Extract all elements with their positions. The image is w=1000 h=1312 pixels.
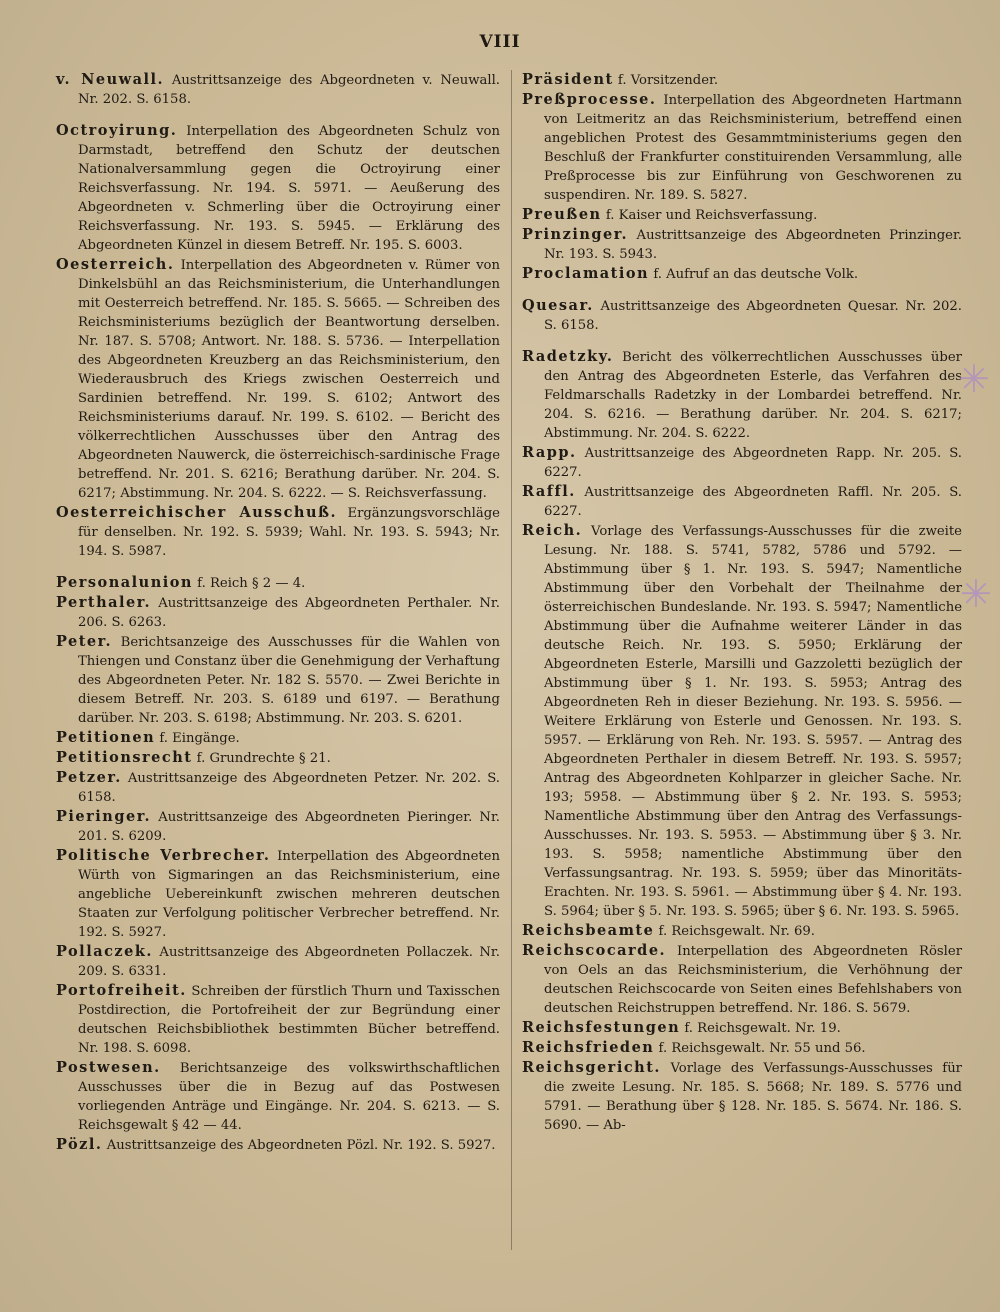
- index-entry-text: Interpellation des Abgeordneten Schulz von Darmstadt, betreffend den Schutz der deutschen Nationalversammlung gegen die Octroyirung einer Reichsverfassung. Nr. 194. S. 5971. — Aeußerung des Abgeordneten v. Schmerling über die Octroyirung einer Reichsverfassung. Nr. 193. S. 5945. — Erklärung des Abgeordneten Künzel in diesem Betreff. Nr. 195. S. 6003.: [78, 124, 500, 253]
- index-column-right: [522, 70, 962, 1135]
- index-entry: [56, 573, 500, 593]
- index-entry-text: Austrittsanzeige des Abgeordneten Prinzinger. Nr. 193. S. 5943.: [544, 228, 963, 262]
- index-entry: [56, 1058, 500, 1135]
- index-entry-text: Austrittsanzeige des Abgeordneten v. Neuwall. Nr. 202. S. 6158.: [78, 73, 500, 107]
- index-entry-head: Preßprocesse.: [522, 91, 657, 108]
- index-entry-head: Präsident: [522, 71, 614, 88]
- index-entry-text: Berichtsanzeige des Ausschusses für die Wahlen von Thiengen und Constanz über die Genehmigung der Verhaftung des Abgeordneten Peter. Nr. 182 S. 5570. — Zwei Berichte in diesem Betreff. Nr. 203. S. 6189 und 6197. — Berathung darüber. Nr. 203. S. 6198; Abstimmung. Nr. 203. S. 6201.: [78, 635, 500, 726]
- index-entry: [522, 264, 962, 284]
- index-entry: [522, 1058, 962, 1135]
- index-entry-text: Interpellation des Abgeordneten Würth von Sigmaringen an das Reichsministerium, eine angebliche Uebereinkunft zwischen mehreren deutschen Staaten zur Verfolgung politischer Verbrecher betreffend. Nr. 192. S. 5927.: [78, 849, 500, 940]
- index-entry-text: Berichtsanzeige des volkswirthschaftlichen Ausschusses über die in Bezug auf das Postwesen vorliegenden Anträge und Eingänge. Nr. 204. S. 6213. — S. Reichsgewalt § 42 — 44.: [78, 1061, 500, 1133]
- index-column-left: [56, 70, 500, 1155]
- index-entry-text: Austrittsanzeige des Abgeordneten Quesar. Nr. 202. S. 6158.: [544, 299, 962, 333]
- index-entry-head: Prinzinger.: [522, 226, 629, 243]
- index-entry-head: Postwesen.: [56, 1059, 161, 1076]
- index-entry: [522, 921, 962, 941]
- index-entry-head: Petzer.: [56, 769, 122, 786]
- index-entry-head: Peter.: [56, 633, 113, 650]
- index-entry-head: Personalunion: [56, 574, 193, 591]
- index-entry: [56, 503, 500, 561]
- index-entry-head: Reichsfestungen: [522, 1019, 681, 1036]
- index-entry-head: Oesterreich.: [56, 256, 175, 273]
- index-entry-text: Ergänzungsvorschläge für denselben. Nr. 192. S. 5939; Wahl. Nr. 193. S. 5943; Nr. 194. S. 5987.: [78, 506, 500, 559]
- index-entry-text: Austrittsanzeige des Abgeordneten Raffl. Nr. 205. S. 6227.: [544, 485, 962, 519]
- index-entry-text: f. Reich § 2 — 4.: [197, 576, 306, 591]
- index-entry-head: Reich.: [522, 522, 583, 539]
- index-entry-head: Petitionen: [56, 729, 156, 746]
- index-entry: [56, 728, 500, 748]
- index-entry-head: Petitionsrecht: [56, 749, 193, 766]
- index-entry: [56, 748, 500, 768]
- index-entry: [522, 205, 962, 225]
- index-entry-text: Vorlage des Verfassungs-Ausschusses für die zweite Lesung. Nr. 185. S. 5668; Nr. 189. S. 5776 und 5791. — Berathung über § 128. Nr. 185. S. 5674. Nr. 186. S. 5690. — Ab-: [544, 1061, 962, 1133]
- index-entry-head: Octroyirung.: [56, 122, 178, 139]
- index-entry-head: Politische Verbrecher.: [56, 847, 271, 864]
- index-entry: [522, 225, 963, 264]
- index-entry-head: Pözl.: [56, 1136, 103, 1153]
- index-entry-head: Perthaler.: [56, 594, 152, 611]
- index-entry-text: Austrittsanzeige des Abgeordneten Petzer. Nr. 202. S. 6158.: [78, 771, 500, 805]
- index-entry-head: Oesterreichischer Ausschuß.: [56, 504, 338, 521]
- index-entry: [56, 768, 500, 807]
- index-entry: [56, 255, 500, 503]
- index-entry-head: Proclamation: [522, 265, 650, 282]
- index-entry-head: Reichscocarde.: [522, 942, 667, 959]
- index-entry-text: Austrittsanzeige des Abgeordneten Perthaler. Nr. 206. S. 6263.: [78, 596, 500, 630]
- index-entry-text: Austrittsanzeige des Abgeordneten Pieringer. Nr. 201. S. 6209.: [78, 810, 501, 844]
- index-entry-text: Austrittsanzeige des Abgeordneten Pözl. Nr. 192. S. 5927.: [106, 1138, 496, 1153]
- index-entry: [56, 121, 500, 255]
- index-entry-head: Reichsfrieden: [522, 1039, 655, 1056]
- index-entry: [56, 942, 500, 981]
- index-entry: [56, 981, 500, 1058]
- index-entry-head: Radetzky.: [522, 348, 614, 365]
- index-entry-text: f. Eingänge.: [159, 731, 240, 746]
- index-entry-head: Preußen: [522, 206, 602, 223]
- index-entry-text: Bericht des völkerrechtlichen Ausschusses über den Antrag des Abgeordneten Esterle, das Verfahren des Feldmarschalls Radetzky in der Lombardei betreffend. Nr. 204. S. 6216. — Berathung darüber. Nr. 204. S. 6217; Abstimmung. Nr. 204. S. 6222.: [544, 350, 962, 441]
- index-entry-head: Rapp.: [522, 444, 577, 461]
- index-entry: [522, 941, 962, 1018]
- index-entry: [56, 1135, 500, 1155]
- index-entry-head: Quesar.: [522, 297, 594, 314]
- index-entry: [522, 443, 962, 482]
- index-entry-text: f. Kaiser und Reichsverfassung.: [605, 208, 818, 223]
- index-entry-head: Reichsgericht.: [522, 1059, 661, 1076]
- index-entry: [56, 70, 500, 109]
- index-entry: [522, 90, 962, 205]
- index-entry-text: Interpellation des Abgeordneten Hartmann von Leitmeritz an das Reichsministerium, betreffend einen angeblichen Protest des Gesammtministeriums gegen den Beschluß der Frankfurter constituirenden Versammlung, alle Preßprocesse bis zur Einführung von Geschworenen zu suspendiren. Nr. 189. S. 5827.: [544, 93, 962, 203]
- index-entry: [56, 846, 500, 942]
- index-entry: [56, 593, 500, 632]
- page-number: VIII: [479, 32, 521, 52]
- index-entry: [522, 347, 962, 443]
- index-entry-text: f. Reichsgewalt. Nr. 55 und 56.: [658, 1041, 866, 1056]
- index-entry: [522, 70, 962, 90]
- column-divider: [511, 70, 512, 1250]
- index-entry-text: Vorlage des Verfassungs-Ausschusses für die zweite Lesung. Nr. 188. S. 5741, 5782, 5786 und 5792. — Abstimmung über § 1. Nr. 193. S. 5947; Namentliche Abstimmung über den Vorbehalt der Theilnahme der österreichischen Bundeslande. Nr. 193. S. 5947; Namentliche Abstimmung über die Aufnahme weiterer Länder in das deutsche Reich. Nr. 193. S. 5950; Erklärung der Abgeordneten Esterle, Marsilli und Gazzoletti bezüglich der Abstimmung über § 1. Nr. 193. S. 5953; Antrag des Abgeordneten Reh in dieser Beziehung. Nr. 193. S. 5956. — Weitere Erklärung von Esterle und Genossen. Nr. 193. S. 5957. — Erklärung von Reh. Nr. 193. S. 5957. — Antrag des Abgeordneten Perthaler in diesem Betreff. Nr. 193. S. 5957; Antrag des Abgeordneten Kohlparzer in gleicher Sache. Nr. 193; 5958. — Abstimmung über § 2. Nr. 193. S. 5953; Namentliche Abstimmung über den Antrag des Verfassungs-Ausschusses. Nr. 193. S. 5953. — Abstimmung über § 3. Nr. 193. S. 5958; namentliche Abstimmung über den Verfassungsantrag. Nr. 193. S. 5959; über das Minoritäts-Erachten. Nr. 193. S. 5961. — Abstimmung über § 4. Nr. 193. S. 5964; über § 5. Nr. 193. S. 5965; über § 6. Nr. 193. S. 5965.: [544, 524, 962, 919]
- index-entry-text: f. Vorsitzender.: [617, 73, 719, 88]
- index-entry-text: Schreiben der fürstlich Thurn und Taxisschen Postdirection, die Portofreiheit der zur Begründung einer deutschen Reichsbibliothek bestimmten Bücher betreffend. Nr. 198. S. 6098.: [78, 984, 500, 1056]
- index-entry-text: Interpellation des Abgeordneten v. Rümer von Dinkelsbühl an das Reichsministerium, die Unterhandlungen mit Oesterreich betreffend. Nr. 185. S. 5665. — Schreiben des Reichsministeriums bezüglich der Beantwortung derselben. Nr. 187. S. 5708; Antwort. Nr. 188. S. 5736. — Interpellation des Abgeordneten Kreuzberg an das Reichsministerium, den Wiederausbruch des Kriegs zwischen Oesterreich und Sardinien betreffend. Nr. 199. S. 6102; Antwort des Reichsministeriums darauf. Nr. 199. S. 6102. — Bericht des völkerrechtlichen Ausschusses über den Antrag des Abgeordneten Nauwerck, die österreichisch-sardinische Frage betreffend. Nr. 201. S. 6216; Berathung darüber. Nr. 204. S. 6217; Abstimmung. Nr. 204. S. 6222. — S. Reichsverfassung.: [78, 258, 500, 501]
- index-entry-text: f. Reichsgewalt. Nr. 19.: [684, 1021, 841, 1036]
- index-entry: [522, 296, 962, 335]
- index-entry-head: Pollaczek.: [56, 943, 153, 960]
- index-entry-head: Portofreiheit.: [56, 982, 187, 999]
- index-entry-text: Austrittsanzeige des Abgeordneten Pollaczek. Nr. 209. S. 6331.: [78, 945, 500, 979]
- index-entry: [56, 807, 501, 846]
- index-entry-head: Reichsbeamte: [522, 922, 655, 939]
- index-entry-head: v. Neuwall.: [56, 71, 165, 88]
- index-entry: [522, 1018, 962, 1038]
- index-entry-text: f. Reichsgewalt. Nr. 69.: [658, 924, 815, 939]
- index-entry: [522, 1038, 962, 1058]
- index-entry-text: Interpellation des Abgeordneten Rösler von Oels an das Reichsministerium, die Verhöhnung der deutschen Reichscocarde von Seiten eines Befehlshabers von deutschen Reichstruppen betreffend. Nr. 186. S. 5679.: [544, 944, 962, 1016]
- index-entry-text: f. Aufruf an das deutsche Volk.: [653, 267, 859, 282]
- index-entry: [522, 521, 962, 921]
- index-entry-text: f. Grundrechte § 21.: [196, 751, 331, 766]
- ink-star-mark-icon: ✳: [960, 572, 992, 616]
- ink-star-mark-icon: ✳: [958, 357, 990, 401]
- index-entry-head: Pieringer.: [56, 808, 152, 825]
- index-entry: [56, 632, 500, 728]
- index-entry-head: Raffl.: [522, 483, 576, 500]
- index-entry-text: Austrittsanzeige des Abgeordneten Rapp. Nr. 205. S. 6227.: [544, 446, 962, 480]
- index-entry: [522, 482, 962, 521]
